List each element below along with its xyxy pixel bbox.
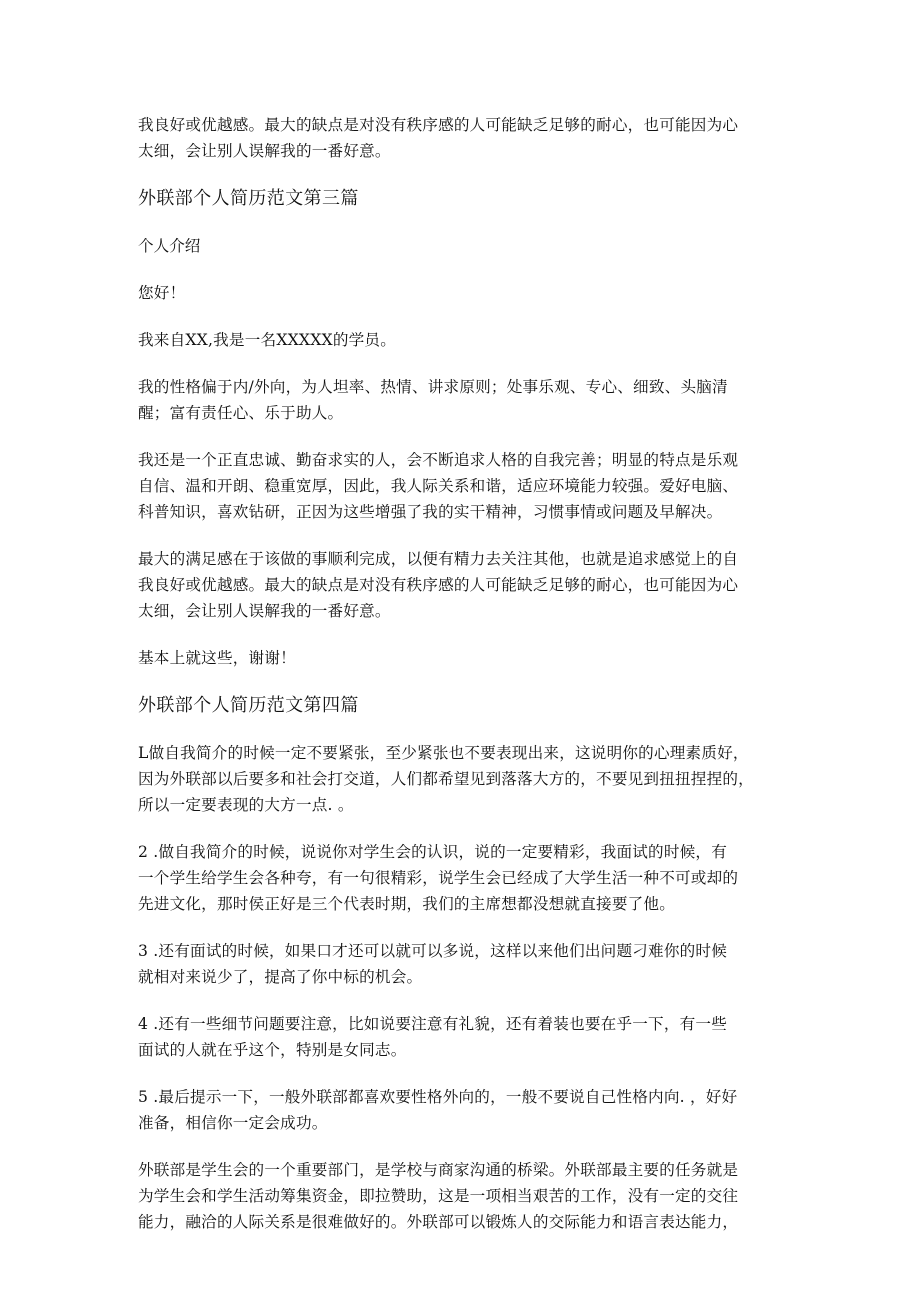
text-line: 我良好或优越感。最大的缺点是对没有秩序感的人可能缺乏足够的耐心，也可能因为心 [138,116,739,134]
text-line: 2 .做自我简介的时候，说说你对学生会的认识，说的一定要精彩，我面试的时候，有 [138,843,728,861]
text-line: 4 .还有一些细节问题要注意，比如说要注意有礼貌，还有着装也要在乎一下，有一些 [138,1015,728,1033]
heading-text: 外联部个人简历范文第四篇 [138,695,359,716]
paragraph [138,374,786,426]
text-line: 我来自XX,我是一名XXXXX的学员。 [138,331,396,349]
text-line: 所以一定要表现的大方一点. 。 [138,796,354,814]
text-line: 先进文化，那时侯正好是三个代表时期，我们的主席想都没想就直接要了他。 [138,895,675,913]
text-line: 我的性格偏于内/外向，为人坦率、热情、讲求原则；处事乐观、专心、细致、头脑清 [138,378,728,396]
text-line: 3 .还有面试的时候，如果口才还可以就可以多说，这样以来他们出问题刁难你的时候 [138,942,728,960]
text-line: 自信、温和开朗、稳重宽厚，因此，我人际关系和谐，适应环境能力较强。爱好电脑、 [138,477,739,495]
text-line: 科普知识，喜欢钻研，正因为这些增强了我的实干精神，习惯事情或问题及早解决。 [138,503,723,521]
text-line: 就相对来说少了，提高了你中标的机会。 [138,968,423,986]
text-line: 因为外联部以后要多和社会打交道，人们都希望见到落落大方的，不要见到扭扭捏捏的， [138,770,754,788]
paragraph [138,645,786,671]
document-page [138,112,786,1256]
paragraph [138,280,786,306]
text-line: 基本上就这些，谢谢！ [138,649,296,667]
text-line: 我还是一个正直忠诚、勤奋求实的人，会不断追求人格的自我完善；明显的特点是乐观 [138,451,739,469]
section-heading [138,185,786,213]
text-line: 为学生会和学生活动筹集资金，即拉赞助，这是一项相当艰苦的工作，没有一定的交往 [138,1187,739,1205]
paragraph [138,740,786,818]
text-line: L做自我简介的时候一定不要紧张，至少紧张也不要表现出来，这说明你的心理素质好， [138,744,749,762]
paragraph [138,447,786,525]
numbered-paragraph [138,938,786,990]
text-line: 能力，融洽的人际关系是很难做好的。外联部可以锻炼人的交际能力和语言表达能力， [138,1213,739,1231]
subheading-text: 个人介绍 [138,237,201,255]
text-line: 我良好或优越感。最大的缺点是对没有秩序感的人可能缺乏足够的耐心，也可能因为心 [138,576,739,594]
paragraph [138,327,786,353]
paragraph [138,1157,786,1235]
text-line: 面试的人就在乎这个，特别是女同志。 [138,1041,407,1059]
numbered-paragraph [138,839,786,917]
text-line: 您好！ [138,284,186,302]
text-line: 一个学生给学生会各种夸，有一句很精彩，说学生会已经成了大学生活一种不可或却的 [138,869,739,887]
subheading [138,233,786,259]
text-line: 醒；富有责任心、乐于助人。 [138,404,344,422]
heading-text: 外联部个人简历范文第三篇 [138,188,359,209]
text-line: 最大的满足感在于该做的事顺利完成，以便有精力去关注其他，也就是追求感觉上的自 [138,550,739,568]
text-line: 太细，会让别人误解我的一番好意。 [138,142,391,160]
text-line: 准备，相信你一定会成功。 [138,1114,328,1132]
section-heading [138,692,786,720]
paragraph [138,112,786,164]
text-line: 太细，会让别人误解我的一番好意。 [138,602,391,620]
numbered-paragraph [138,1084,786,1136]
numbered-paragraph [138,1011,786,1063]
text-line: 5 .最后提示一下，一般外联部都喜欢要性格外向的，一般不要说自己性格内向. ，好好 [138,1088,738,1106]
text-line: 外联部是学生会的一个重要部门，是学校与商家沟通的桥梁。外联部最主要的任务就是 [138,1161,739,1179]
paragraph [138,546,786,624]
